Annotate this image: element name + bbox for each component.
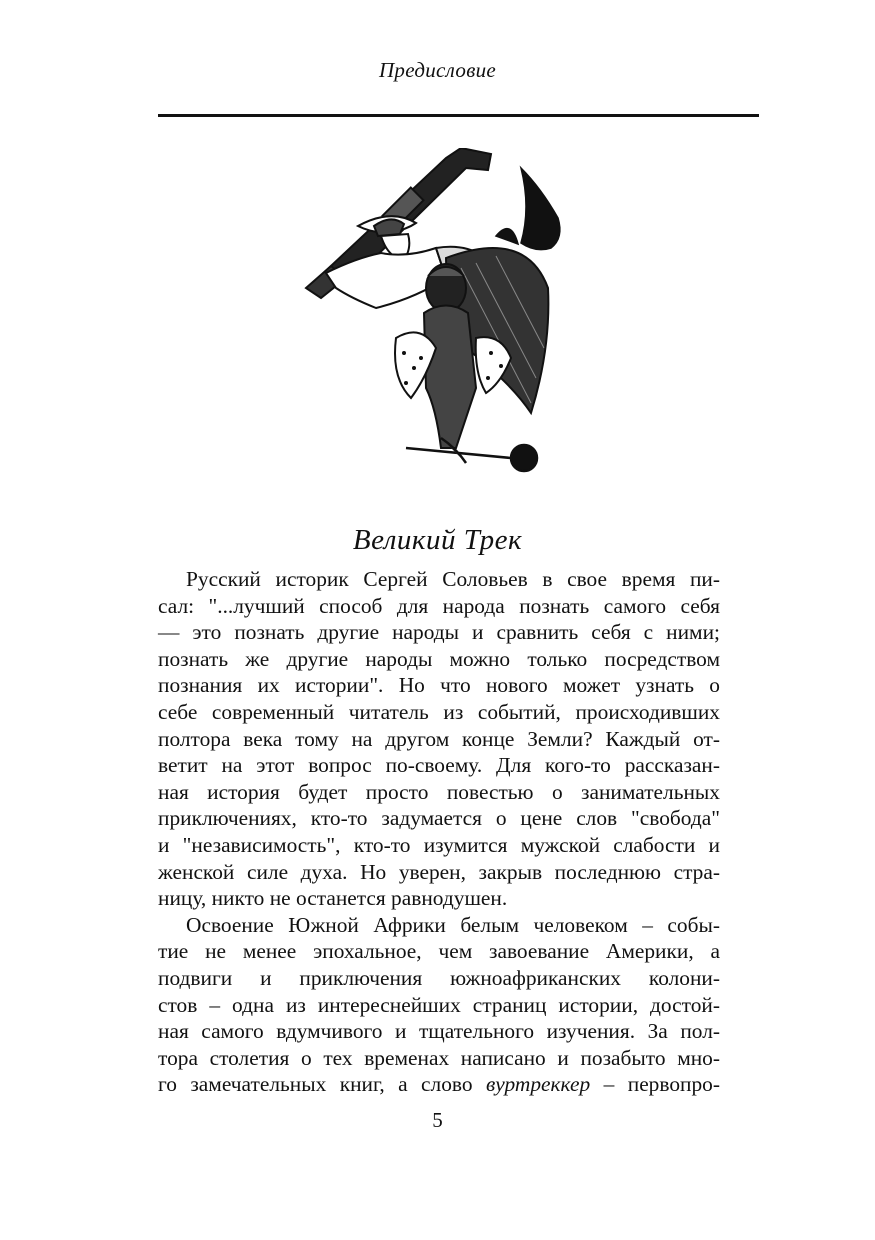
text-line: познания их истории". Но что нового может узнать о	[158, 673, 720, 698]
text-line: Освоение Южной Африки белым человеком – собы-	[186, 912, 720, 937]
text-line: познать же другие народы можно только посредством	[158, 646, 720, 671]
text-line: тие не менее эпохальное, чем завоевание Америки, а	[158, 939, 720, 964]
text-line-start: го замечательных книг, а слово	[158, 1072, 486, 1097]
text-line: и "независимость", кто-то изумится мужской слабости и	[158, 832, 720, 857]
paragraph	[158, 566, 720, 912]
paragraph	[158, 912, 720, 1098]
text-line: полтора века тому на другом конце Земли? Каждый от-	[158, 726, 720, 751]
text-line: стов – одна из интереснейших страниц истории, достой-	[158, 992, 720, 1017]
text-line: подвиги и приключения южноафриканских колони-	[158, 965, 720, 990]
chapter-title: Великий Трек	[352, 524, 523, 556]
body-text	[158, 566, 720, 1098]
text-line: ветит на этот вопрос по-своему. Для кого-то рассказан-	[158, 753, 720, 778]
header-rule	[158, 114, 759, 117]
emphasized-term: вуртреккер	[485, 1072, 591, 1097]
text-line: приключениях, кто-то задумается о цене слов "свобода"	[158, 806, 720, 831]
text-line	[158, 1071, 720, 1098]
page-number: 5	[432, 1108, 443, 1132]
text-line: ницу, никто не останется равнодушен.	[158, 886, 508, 911]
text-line: сал: "...лучший способ для народа познать самого себя	[158, 593, 720, 618]
running-header: Предисловие	[378, 58, 497, 82]
text-line: ная история будет просто повестью о занимательных	[158, 779, 720, 804]
text-line: тора столетия о тех временах написано и позабыто мно-	[158, 1045, 720, 1070]
text-line: ная самого вдумчивого и тщательного изучения. За пол-	[158, 1019, 720, 1044]
text-line: — это познать другие народы и сравнить себя с ними;	[158, 620, 720, 645]
text-line: женской силе духа. Но уверен, закрыв последнюю стра-	[158, 859, 720, 884]
text-line: Русский историк Сергей Соловьев в свое время пи-	[186, 567, 720, 591]
trekker-and-warrior-engraving-icon	[296, 148, 588, 478]
text-line: себе современный читатель из событий, происходивших	[158, 699, 720, 724]
text-line-end: – первопро-	[590, 1072, 720, 1097]
